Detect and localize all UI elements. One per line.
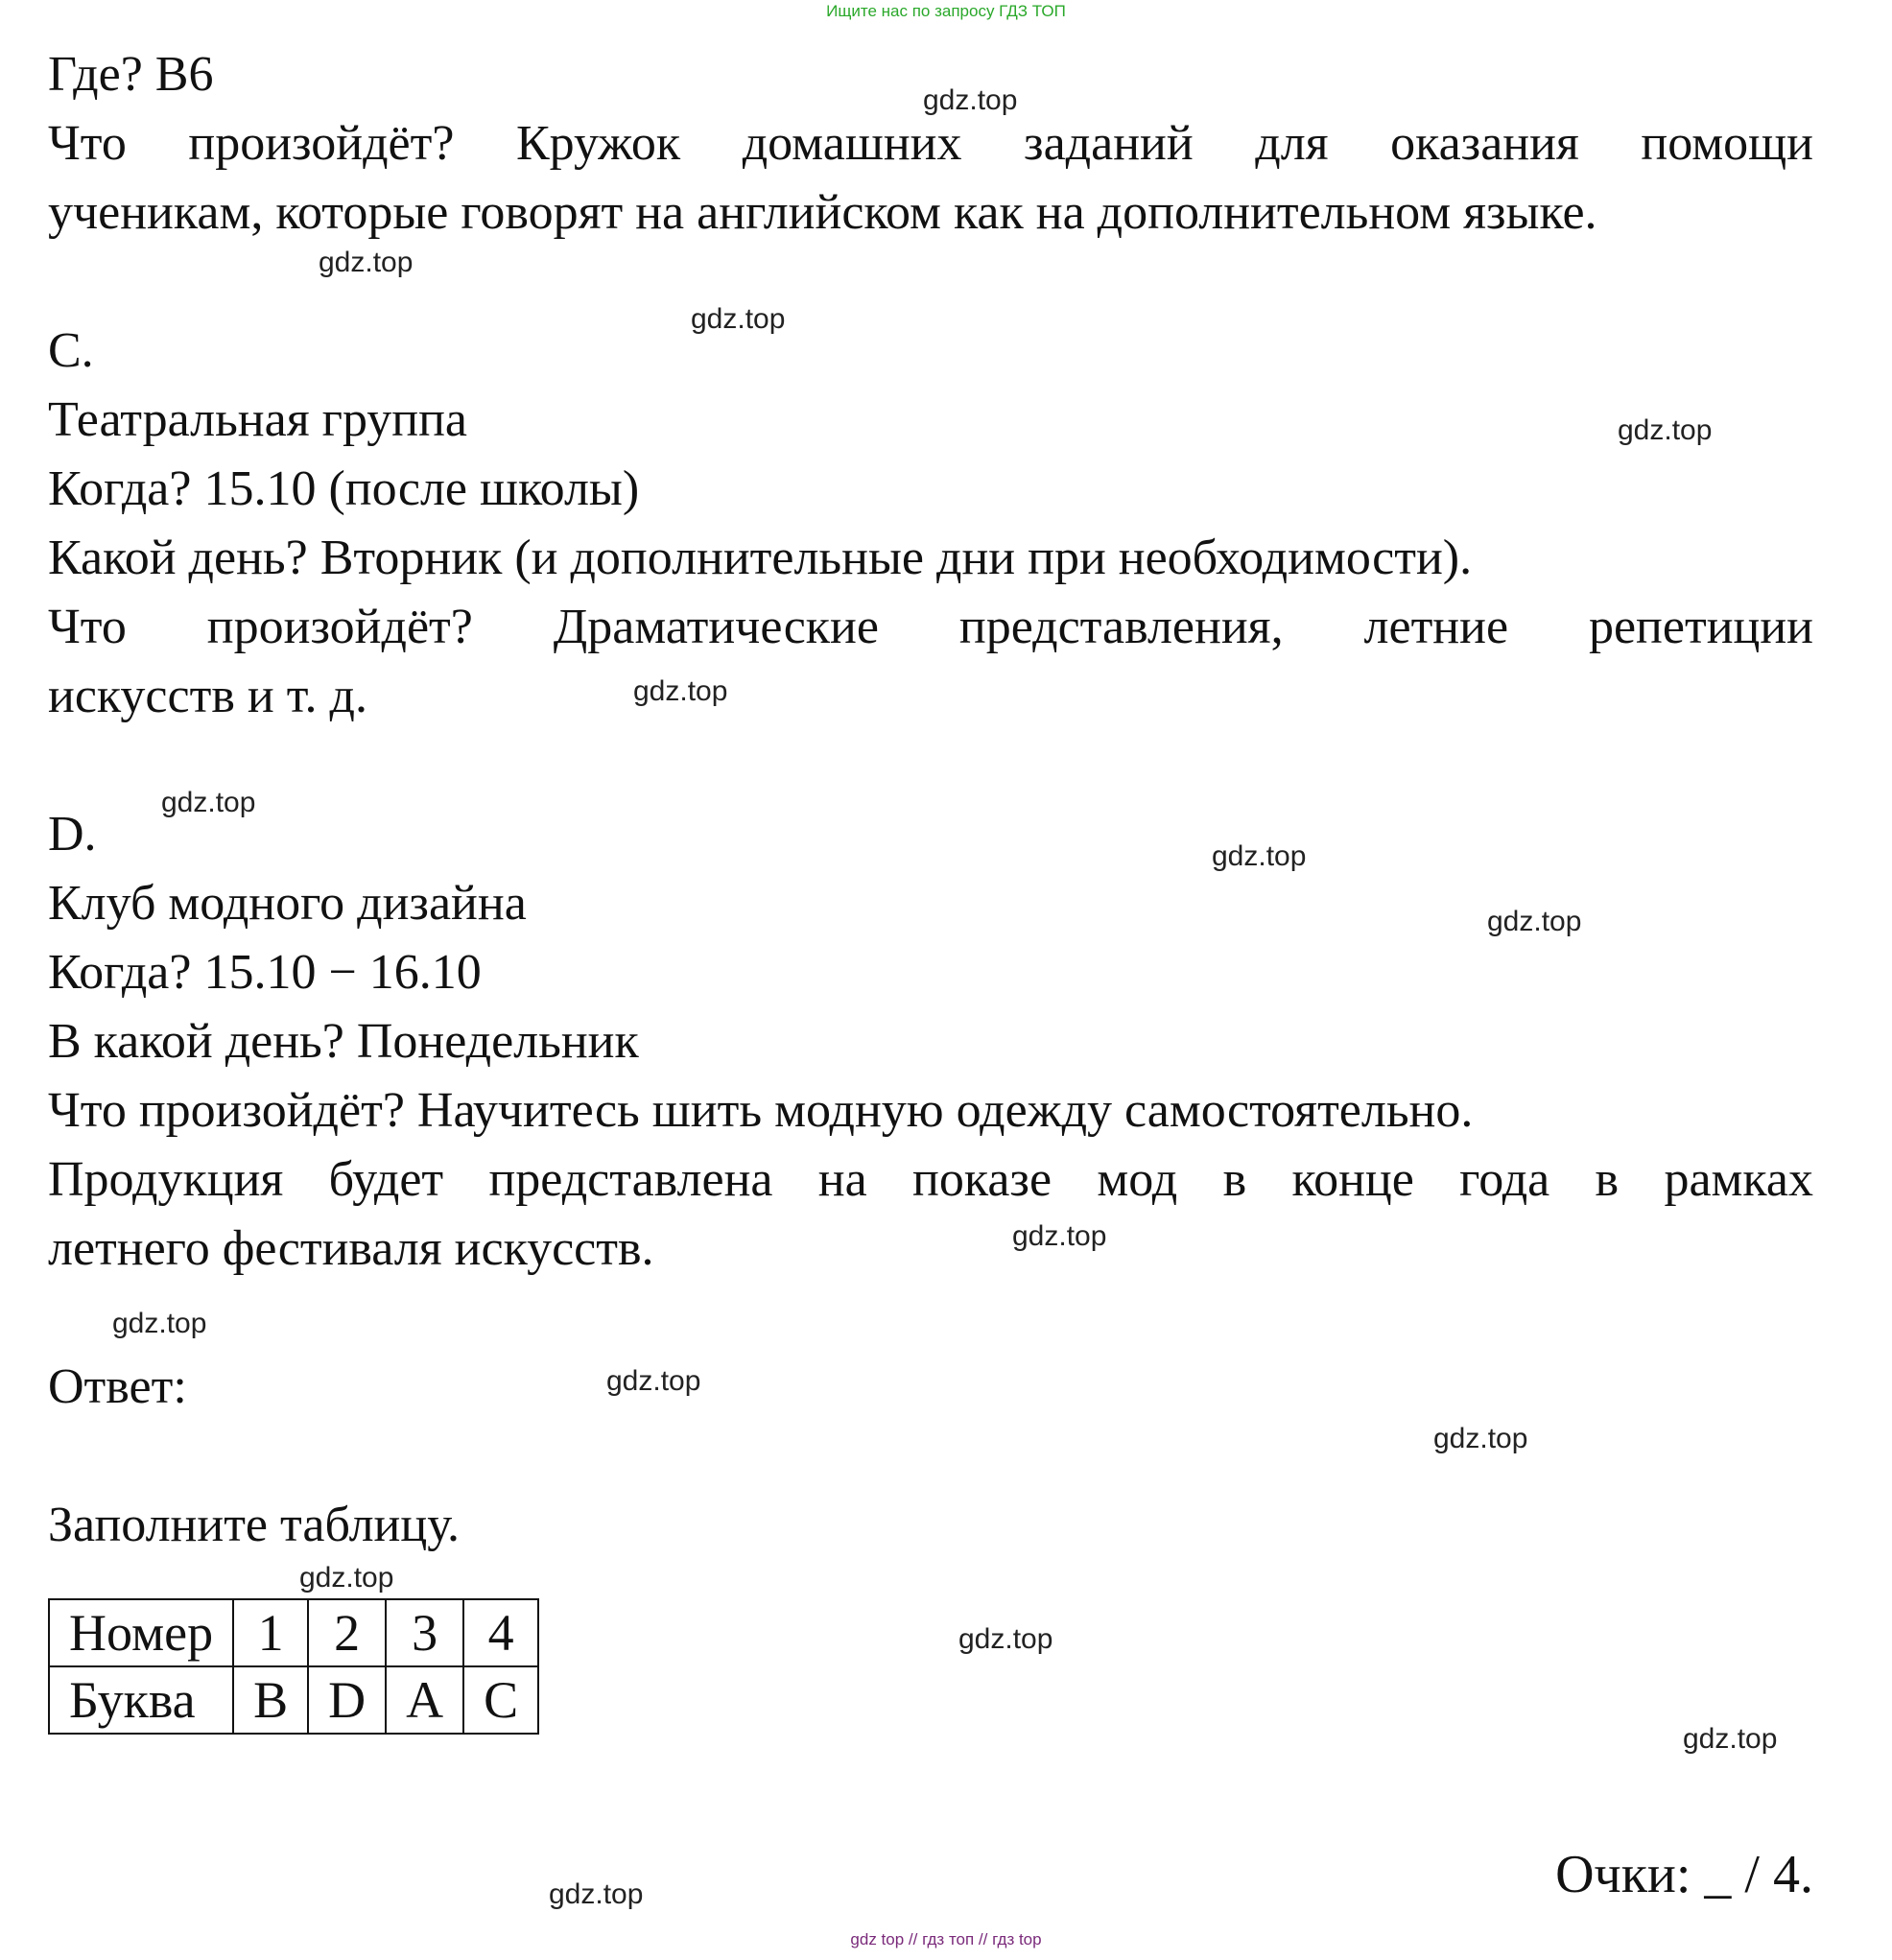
- watermark: gdz.top: [633, 675, 728, 707]
- watermark: gdz.top: [691, 303, 786, 335]
- section-d-letter: D.: [48, 807, 97, 862]
- top-search-note: Ищите нас по запросу ГДЗ ТОП: [826, 2, 1066, 20]
- watermark: gdz.top: [1212, 840, 1307, 872]
- section-d-when: Когда? 15.10 − 16.10: [48, 945, 482, 1000]
- watermark: gdz.top: [299, 1562, 394, 1594]
- section-c-letter: C.: [48, 323, 94, 378]
- table-cell-letter: D: [308, 1666, 386, 1734]
- table-row: [49, 1599, 538, 1666]
- table-row-label-letter: Буква: [49, 1666, 233, 1734]
- watermark: gdz.top: [112, 1308, 207, 1339]
- section-d-name: Клуб модного дизайна: [48, 876, 527, 931]
- watermark: gdz.top: [1618, 414, 1713, 446]
- section-b-where: Где? В6: [48, 47, 214, 102]
- section-d-product-line2: летнего фестиваля искусств.: [48, 1221, 654, 1276]
- watermark: gdz.top: [606, 1365, 701, 1397]
- table-cell-letter: B: [233, 1666, 308, 1734]
- table-cell-number: 4: [463, 1599, 538, 1666]
- watermark: gdz.top: [549, 1878, 644, 1910]
- table-cell-letter: C: [463, 1666, 538, 1734]
- section-c-what-line2: искусств и т. д.: [48, 669, 367, 723]
- document-body: [48, 40, 1813, 1735]
- section-c-name: Театральная группа: [48, 392, 467, 447]
- answer-table: [48, 1598, 539, 1735]
- watermark: gdz.top: [319, 247, 414, 278]
- watermark: gdz.top: [1012, 1220, 1107, 1252]
- section-d-product-line1: Продукция будет представлена на показе мод в конце года в рамках: [48, 1152, 1813, 1207]
- watermark: gdz.top: [1683, 1723, 1778, 1755]
- watermark: gdz.top: [161, 787, 256, 818]
- section-c-what-line1: Что произойдёт? Драматические представления, летние репетиции: [48, 600, 1813, 654]
- watermark: gdz.top: [923, 84, 1018, 116]
- table-cell-number: 3: [386, 1599, 463, 1666]
- section-b-what-line1: Что произойдёт? Кружок домашних заданий для оказания помощи: [48, 116, 1813, 171]
- watermark: gdz.top: [958, 1623, 1053, 1655]
- table-row-label-number: Номер: [49, 1599, 233, 1666]
- watermark: gdz.top: [1487, 906, 1582, 937]
- table-cell-number: 2: [308, 1599, 386, 1666]
- fill-table-instruction: Заполните таблицу.: [48, 1498, 460, 1552]
- score-label: Очки: _ / 4.: [1555, 1845, 1813, 1904]
- section-d-day: В какой день? Понедельник: [48, 1014, 639, 1069]
- watermark: gdz.top: [1433, 1423, 1528, 1454]
- table-row: [49, 1666, 538, 1734]
- section-d-what: Что произойдёт? Научитесь шить модную одежду самостоятельно.: [48, 1083, 1474, 1138]
- table-cell-letter: A: [386, 1666, 463, 1734]
- answer-label: Ответ:: [48, 1359, 187, 1414]
- section-c-day: Какой день? Вторник (и дополнительные дни при необходимости).: [48, 531, 1473, 585]
- table-cell-number: 1: [233, 1599, 308, 1666]
- section-b-what-line2: ученикам, которые говорят на английском как на дополнительном языке.: [48, 185, 1597, 240]
- bottom-note: gdz top // гдз топ // гдз top: [850, 1930, 1042, 1948]
- section-c-when: Когда? 15.10 (после школы): [48, 461, 640, 516]
